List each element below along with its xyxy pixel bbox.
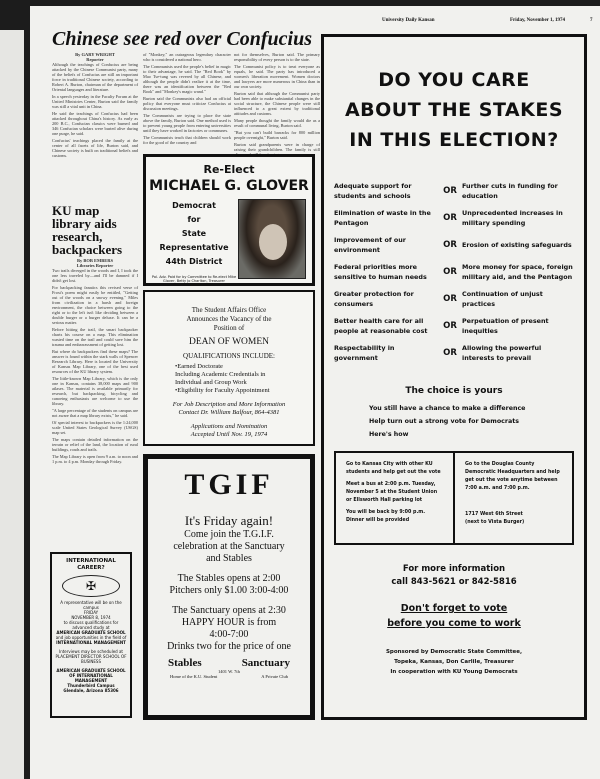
deadline-line: Accepted Until Nov. 19, 1974 — [190, 431, 268, 438]
ad-date: NOVEMBER 8, 1974 — [71, 615, 111, 620]
issue-democrat: Respectability in government — [334, 343, 395, 362]
qualification: Individual and Group Work — [175, 379, 247, 386]
article-column-1 — [52, 52, 138, 202]
ad-line: HAPPY HOUR is from — [181, 617, 277, 628]
article-2 — [52, 204, 138, 548]
reminder: Don't forget to vote — [400, 603, 508, 614]
paragraph: For backpacking fanatics this revised verse of Frost's poem might easily be entitled, "Getting out of the woods on a snowy evening." Miles from civilization in a harsh and foreign environment, the choice between going to the right or to the left isn't like deciding between a double burger or a burger deluxe. It can be a serious matter. — [52, 285, 138, 325]
issue-row — [334, 258, 574, 285]
tagline: Home of the K.U. Student — [170, 674, 218, 679]
kansas-city-option — [336, 453, 455, 543]
ad-line: Here's how — [369, 431, 409, 438]
sponsor-line: Topeka, Kansas, Don Carlile, Treasurer — [394, 659, 514, 665]
paragraph: Although the teachings of Confucius are being attacked by the Chinese Communist party, many of the beliefs of Confucius are still an important force in traditional Chinese society, according to Robert A. Burton, chairman of the department of Oriental languages and literature. — [52, 62, 138, 92]
article-headline: Chinese see red over Confucius — [52, 28, 312, 50]
ad-line: QUALIFICATIONS INCLUDE: — [183, 352, 275, 360]
ad-line: Pitchers only $1.00 3:00-4:00 — [169, 585, 289, 596]
issue-alternative: Erosion of existing safeguards — [462, 240, 572, 249]
ad-line: Glendale, Arizona 85306 — [63, 688, 119, 693]
issue-row — [334, 312, 574, 339]
page-number: 7 — [590, 18, 593, 23]
issue-democrat: Greater protection for consumers — [334, 289, 414, 308]
issues-list — [324, 177, 584, 366]
candidate-photo — [238, 199, 306, 279]
stables-logo: Stables — [168, 657, 202, 669]
or-label: OR — [443, 293, 457, 304]
paragraph: The Communist policy is to treat everyone as equals, he said. The party has introduced a women's liberation movement. Women doctors and lawyers are more numerous in China than in our own society. — [234, 64, 320, 89]
qualification: •Earned Doctorate — [175, 363, 223, 370]
ad-line: Dinner will be provided — [346, 518, 410, 523]
ad-headline: ABOUT THE STAKES — [344, 99, 564, 121]
issue-alternative: More money for space, foreign military aid, and the Pentagon — [462, 262, 573, 281]
douglas-county-option — [455, 453, 572, 543]
byline-role: Libraries Reporter — [76, 263, 114, 268]
masthead-paper-name: University Daily Kansan — [382, 18, 435, 23]
ad-line: and Stables — [206, 553, 252, 564]
paragraph: The Map Library is open from 9 a.m. to noon and 1 p.m. to 4 p.m. Monday through Friday. — [52, 454, 138, 464]
adjacent-page-edge — [0, 30, 24, 779]
ad-line: Interviews may be scheduled at — [59, 649, 123, 654]
ad-line: You will be back by 9:00 p.m. — [346, 510, 426, 515]
article-column-2 — [143, 52, 231, 152]
issue-row — [334, 204, 574, 231]
or-label: OR — [443, 185, 457, 196]
district: 44th District — [165, 257, 223, 266]
issue-democrat: Elimination of waste in the Pentagon — [334, 208, 431, 227]
address-note: (next to Vista Burger) — [465, 520, 525, 525]
issue-democrat: Better health care for all people at reasonable cost — [334, 316, 428, 335]
ad-headline: DO YOU CARE — [378, 69, 530, 91]
position-title: DEAN OF WOMEN — [188, 337, 270, 347]
ad-line: Thunderbird Campus — [67, 683, 115, 688]
sponsor-line: In cooperation with KU Young Democrats — [390, 669, 518, 675]
ad-line: It's Friday again! — [184, 513, 274, 528]
or-label: OR — [443, 239, 457, 250]
thunderbird-logo-icon: ✠ — [62, 575, 120, 597]
article-2-headline: KU map library aids research, backpackers — [52, 203, 123, 257]
ad-line: You still have a chance to make a difference — [369, 405, 526, 412]
paragraph: The Communists are trying to place the state above the family, Burton said. One method used is to prevent young people from entering universities until they have worked in factories or communes. — [143, 113, 231, 133]
ad-line: to discuss qualifications for advanced study at — [63, 620, 119, 630]
paragraph: The Communists used the people's belief in magic to their advantage, he said. The "Red Book" by Mao Tse-tung was revered by all Chinese, and although the people didn't realize it at the time, there was an identification between the "Red Book" and "Monkey's magic wand." — [143, 64, 231, 94]
issue-alternative: Continuation of unjust practices — [462, 289, 543, 308]
issue-alternative: Perpetuation of present inequities — [462, 316, 549, 335]
paragraph: The maps contain detailed information on the terrain or relief of the land, the location of rural buildings, roads and trails. — [52, 437, 138, 452]
ad-line: Re-Elect — [203, 163, 255, 176]
or-label: OR — [443, 266, 457, 277]
ad-line: The Stables opens at 2:00 — [177, 573, 281, 584]
issue-alternative: Further cuts in funding for education — [462, 181, 558, 200]
ad-line: The Student Affairs Office — [191, 306, 267, 314]
ad-title: CAREER? — [77, 565, 105, 571]
paragraph: Burton said that although the Communist party had been able to make substantial changes in the social structure, the Chinese people were still influenced to a great extent by traditional attitudes and customs. — [234, 91, 320, 116]
paragraph: of "Monkey," an outrageous legendary character who is considered a national hero. — [143, 52, 231, 62]
newspaper-page — [30, 6, 600, 779]
address: 1717 West 6th Street — [465, 512, 523, 517]
international-career-ad — [50, 552, 132, 718]
reminder: before you come to work — [387, 618, 521, 629]
paragraph: But where do backpackers find these maps? The answer is found within the stark walls of Spencer Research Library. Here is located the University of Kansas Map Library, one of the best used resources of the KU library system. — [52, 349, 138, 374]
issue-row — [334, 177, 574, 204]
ad-headline: IN THIS ELECTION? — [349, 129, 559, 151]
party: Democrat — [172, 201, 216, 210]
field-name: INTERNATIONAL MANAGEMENT — [56, 640, 126, 645]
paragraph: not for themselves, Burton said. The primary responsibility of every person is to the state. — [234, 52, 320, 62]
issue-democrat: Adequate support for students and schools — [334, 181, 412, 200]
qualification: •Eligibility for Faculty Appointment — [175, 387, 270, 394]
byline: By BOB EMBERS — [76, 258, 113, 263]
ad-line: AMERICAN GRADUATE SCHOOL OF INTERNATIONAL MANAGEMENT — [56, 668, 126, 683]
paragraph: Of special interest to backpackers is the 1:24,000 scale United States Geological Survey (USGS) map set. — [52, 420, 138, 435]
paragraph: Burton said grandparents were in charge of raising their grandchildren. The family is still — [234, 142, 320, 152]
ad-line: Go to Kansas City with other KU students and help get out the vote — [346, 462, 441, 475]
issue-row — [334, 285, 574, 312]
tgif-logo: TGIF — [184, 468, 274, 501]
ad-line: Go to the Douglas County Democratic Headquarters and help get out the vote anytime between 7:00 a.m. and 7:00 p.m. — [465, 462, 560, 491]
paragraph: The Communists teach that children should work for the good of the country and — [143, 135, 231, 145]
issue-alternative: Allowing the powerful interests to prevail — [462, 343, 542, 362]
ad-line: Help turn out a strong vote for Democrats — [369, 418, 519, 425]
contact-line: Contact Dr. William Balfour, 864-4381 — [178, 409, 280, 416]
masthead-date: Friday, November 1, 1974 — [510, 18, 566, 23]
dean-of-women-ad — [143, 290, 315, 446]
candidate-name: MICHAEL G. GLOVER — [149, 178, 309, 194]
office: Representative — [159, 243, 229, 252]
article-column-3 — [234, 52, 320, 152]
ad-line: Meet a bus at 2:00 p.m. Tuesday, November 5 at the Student Union or Ellsworth Hall parking lot — [346, 482, 438, 503]
paragraph: In a speech yesterday in the Faculty Forum at the United Ministries Center, Burton said the family was still a vital unit in China. — [52, 94, 138, 109]
ad-line: celebration at the Sanctuary — [173, 541, 285, 552]
phone-numbers: call 843-5621 or 842-5816 — [391, 577, 517, 587]
office: State — [181, 229, 207, 238]
paragraph: "A large percentage of the students on campus are not aware that a map library exists," he said. — [52, 408, 138, 418]
issue-row — [334, 231, 574, 258]
choice-heading: The choice is yours — [405, 386, 503, 396]
byline-role: Reporter — [86, 57, 104, 62]
paragraph: Burton said the Communists also had an official policy that everyone must criticize Confucius at discussion meetings. — [143, 96, 231, 111]
qualification: Including Academic Credentials in — [175, 371, 266, 378]
sponsor-line: Sponsored by Democratic State Committee, — [385, 649, 523, 655]
ad-title: INTERNATIONAL — [66, 558, 116, 564]
ad-line: Drinks two for the price of one — [167, 641, 291, 652]
disclaimer: Pol. Adv. Paid for by Committee to Re-elect Mike Glover, Betty Jo Charlton, Treasurer — [151, 275, 237, 283]
or-label: OR — [443, 347, 457, 358]
ad-line: and job opportunities in the field of — [55, 635, 127, 640]
paragraph: Confucius' teachings placed the family at the center of all facets of life, Burton said, and Chinese society is built on traditional beliefs and customs. — [52, 138, 138, 158]
ad-line: 4:00-7:00 — [209, 629, 249, 640]
ad-line: The Sanctuary opens at 2:30 — [172, 605, 286, 616]
ad-line: PLACEMENT DIRECTOR SCHOOL OF BUSINESS — [55, 654, 127, 664]
paragraph: Many people thought the family would die as a result of communal living, Burton said. — [234, 118, 320, 128]
issue-alternative: Unprecedented increases in military spending — [462, 208, 563, 227]
school-name: AMERICAN GRADUATE SCHOOL — [56, 630, 126, 635]
ad-day: FRIDAY — [83, 610, 99, 615]
contact-line: For Job Description and More Information — [172, 401, 286, 408]
paragraph: Two trails diverged in the woods and I, I took the one less traveled by—and I'll be damned if I didn't get lost. — [52, 268, 138, 283]
ad-line: A representative will be on the campus — [60, 600, 122, 610]
paragraph: The little-known Map Library, which is the only one in Kansas, contains 38,000 maps and 900 atlases. The material is available primarily for research, but backpacking, bicycling and canoeing enthusiasts are welcome to use the library. — [52, 376, 138, 406]
info-line: For more information — [402, 564, 506, 574]
paragraph: Before hitting the trail, the smart backpacker charts his course on a map. This elimination wasted time on the trail and could save him the trauma and embarrassment of getting lost. — [52, 327, 138, 347]
tgif-ad — [143, 454, 315, 720]
paragraph: "But you can't build barracks for 800 million people overnight," Burton said. — [234, 130, 320, 140]
ad-line: Come join the T.G.I.F. — [184, 529, 274, 540]
glover-campaign-ad — [143, 154, 315, 286]
ad-line: Position of — [213, 324, 245, 332]
sanctuary-logo: Sanctuary — [241, 657, 290, 669]
deadline-line: Applications and Nomination — [190, 423, 268, 430]
or-label: OR — [443, 212, 457, 223]
byline: By GARY WRIGHT — [75, 52, 115, 57]
tagline: A Private Club — [261, 674, 288, 679]
issue-row — [334, 339, 574, 366]
address: 1401 W. 7th — [218, 669, 240, 674]
issue-democrat: Federal priorities more sensitive to human needs — [334, 262, 427, 281]
or-label: OR — [443, 320, 457, 331]
paragraph: He said the teachings of Confucius had been attacked throughout China's history. As early as 200 B.C., Confucian classics were burned and 346 Confucian scholars were buried alive during one purge, he said. — [52, 111, 138, 136]
ad-line: Announces the Vacancy of the — [186, 315, 272, 323]
democratic-vote-ad — [321, 34, 587, 720]
ad-line: for — [187, 215, 201, 224]
issue-democrat: Improvement of our environment — [334, 235, 406, 254]
